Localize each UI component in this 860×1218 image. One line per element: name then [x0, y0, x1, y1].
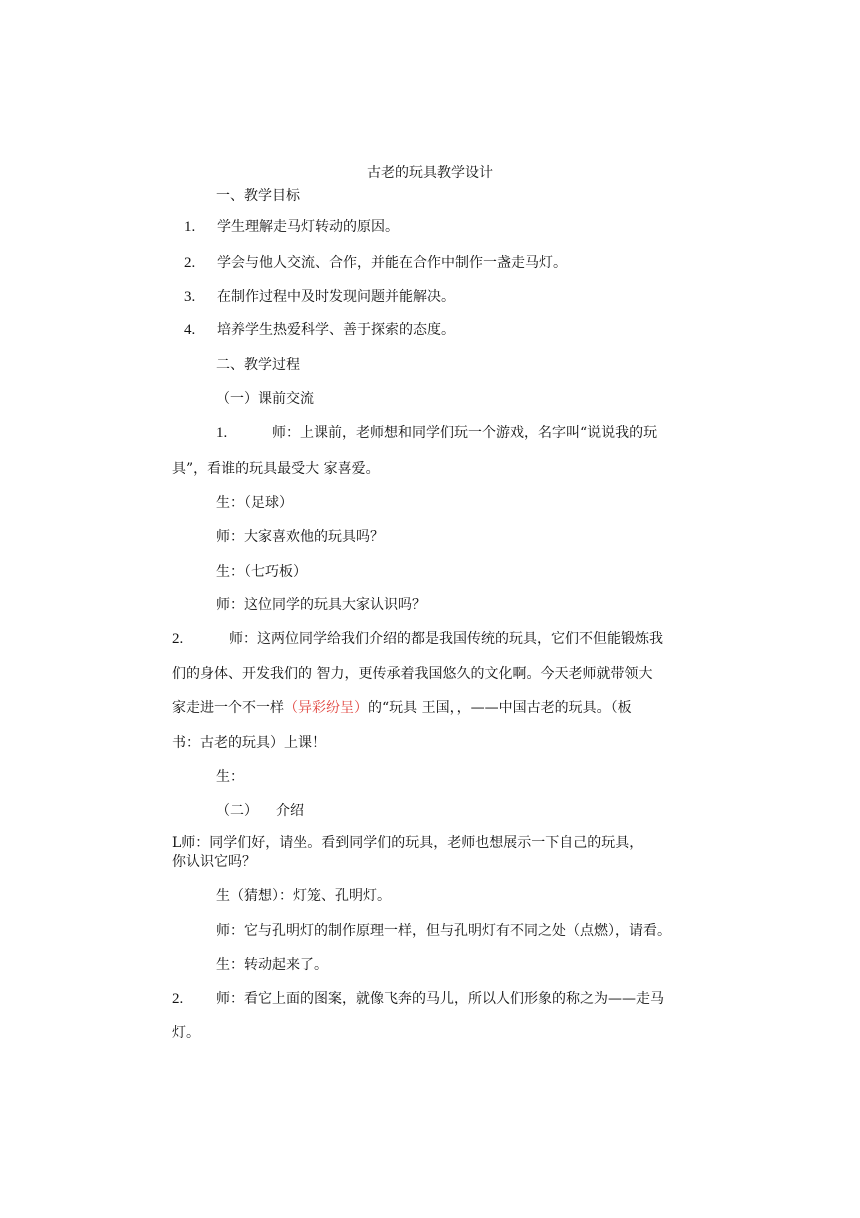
teacher-line-2: 师：这位同学的玩具大家认识吗？	[216, 597, 426, 613]
paragraph-text: 师：看它上面的图案，就像飞奔的马儿，所以人们形象的称之为——走马	[216, 991, 664, 1007]
goal-number: 1.	[184, 219, 196, 235]
student-reply-1: 生：（足球）	[216, 495, 293, 511]
paragraph-text: 师：这两位同学给我们介绍的都是我国传统的玩具，它们不但能锻炼我	[229, 631, 663, 647]
paragraph-2-line-1	[172, 630, 663, 648]
section-heading-process: 二、教学过程	[216, 357, 300, 373]
paragraph-1-line-1	[216, 424, 657, 442]
paragraph-2-line-2: 们的身体、开发我们的 智力，更传承着我国悠久的文化啊。今天老师就带领大	[172, 666, 653, 682]
paragraph-2-line-4: 书：古老的玩具）上课！	[172, 735, 326, 751]
goal-item-2	[184, 254, 567, 272]
paragraph-text: 的“玩具 王国，，——中国古老的玩具。（板	[368, 700, 632, 716]
paragraph-3-line-1: L师：同学们好，请坐。看到同学们的玩具，老师也想展示一下自己的玩具，	[172, 835, 644, 851]
paragraph-2-line-3	[172, 699, 632, 717]
goal-number: 2.	[184, 255, 196, 271]
paragraph-number: 1.	[216, 425, 228, 441]
goal-text: 培养学生热爱科学、善于探索的态度。	[217, 322, 455, 338]
subsection-heading-pre-class: （一）课前交流	[216, 391, 314, 407]
paragraph-number: 2.	[172, 991, 184, 1007]
goal-text: 学会与他人交流、合作，并能在合作中制作一盏走马灯。	[217, 255, 567, 271]
teacher-line-3: 师：它与孔明灯的制作原理一样，但与孔明灯有不同之处（点燃），请看。	[216, 923, 671, 939]
paragraph-text: 师：上课前，老师想和同学们玩一个游戏，名字叫“说说我的玩	[272, 425, 658, 441]
student-reply-4: 生（猜想）：灯笼、孔明灯。	[216, 888, 391, 904]
subsection-title: 介绍	[276, 803, 304, 819]
goal-text: 学生理解走马灯转动的原因。	[217, 219, 399, 235]
paragraph-number: 2.	[172, 631, 184, 647]
student-reply-3: 生：	[216, 769, 244, 785]
teacher-line-1: 师：大家喜欢他的玩具吗？	[216, 529, 384, 545]
goal-number: 4.	[184, 322, 196, 338]
goal-item-4	[184, 321, 455, 339]
goal-item-1	[184, 218, 399, 236]
subsection-heading-intro	[216, 802, 304, 820]
paragraph-1-line-2: 具”，看谁的玩具最受大 家喜爱。	[172, 461, 380, 477]
student-reply-2: 生：（七巧板）	[216, 564, 307, 580]
goal-number: 3.	[184, 289, 196, 305]
student-reply-5: 生：转动起来了。	[216, 957, 328, 973]
highlighted-text: （异彩纷呈）	[284, 700, 368, 716]
goal-text: 在制作过程中及时发现问题并能解决。	[217, 289, 455, 305]
paragraph-4-line-1	[172, 990, 664, 1008]
paragraph-text: 家走进一个不一样	[172, 700, 284, 716]
document-title: 古老的玩具教学设计	[367, 165, 493, 181]
subsection-label: （二）	[216, 803, 258, 819]
paragraph-4-line-2: 灯。	[172, 1025, 200, 1041]
section-heading-goals: 一、教学目标	[216, 188, 300, 204]
paragraph-3-line-2: 你认识它吗？	[172, 854, 256, 870]
goal-item-3	[184, 288, 455, 306]
